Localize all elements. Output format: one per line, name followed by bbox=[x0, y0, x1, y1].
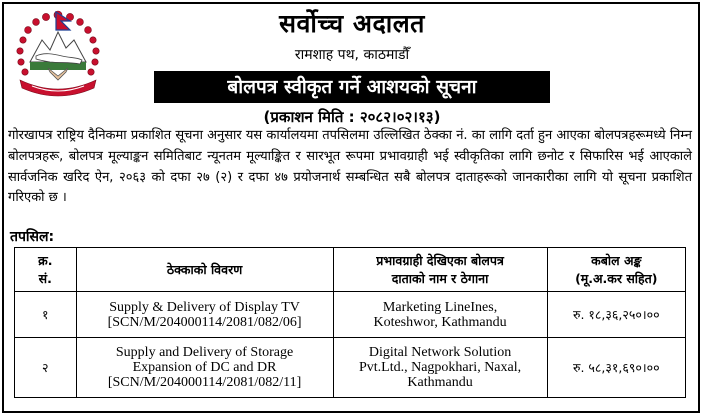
publication-date: (प्रकाशन मिति : २०८२।०२।१३) bbox=[263, 108, 441, 126]
notice-title-banner: बोलपत्र स्वीकृत गर्ने आशयको सूचना bbox=[154, 71, 550, 103]
schedule-label: तपसिल: bbox=[10, 229, 55, 245]
header-serial-line1: क्र. bbox=[38, 252, 53, 268]
table-row bbox=[15, 338, 686, 398]
notice-paragraph: गोरखापत्र राष्ट्रिय दैनिकमा प्रकाशित सूचना अनुसार यस कार्यालयमा तपसिलमा उल्लिखित ठेक्का नं. का लागि दर्ता हुन आएका बोलपत्रहरूमध्ये निम्न बोलपत्रहरू, बोलपत्र मूल्याङ्कन समितिबाट न्यूनतम मूल्याङ्कित र सारभूत रूपमा प्रभावग्राही भई स्वीकृतिका लागि छनोट र सिफारिस भई आएकाले सार्वजनिक खरिद ऐन, २०६३ को दफा २७ (२) र दफा ४७ प्रयोजनार्थ सम्बन्धित सबै बोलपत्र दाताहरूको जानकारीका लागि यो सूचना प्रकाशित गरिएको छ । bbox=[8, 128, 692, 206]
row-description-line1: Supply & Delivery of Display TV bbox=[109, 299, 300, 315]
row-bidder-line1: Marketing LineInes, bbox=[382, 299, 498, 315]
header-bidder-line2: दाताको नाम र ठेगाना bbox=[391, 270, 489, 286]
header-amount-line2: (मू.अ.कर सहित) bbox=[575, 270, 658, 286]
header-bidder-line1: प्रभावग्राही देखिएका बोलपत्र bbox=[376, 252, 504, 268]
row-bidder bbox=[333, 292, 547, 338]
header-amount-line1: कबोल अङ्क bbox=[591, 252, 642, 268]
row-bidder-line2: Pvt.Ltd., Nagpokhari, Naxal, bbox=[358, 360, 522, 375]
row-serial: १ bbox=[15, 292, 77, 338]
row-description-line2: [SCN/M/204000114/2081/082/06] bbox=[107, 314, 302, 330]
header-contract-description: ठेक्काको विवरण bbox=[76, 248, 333, 292]
header-serial-number bbox=[15, 248, 77, 292]
row-bidder-line2: Koteshwor, Kathmandu bbox=[373, 314, 507, 330]
row-description bbox=[76, 338, 333, 398]
header-bid-amount bbox=[547, 248, 685, 292]
header-bidder bbox=[333, 248, 547, 292]
row-description bbox=[76, 292, 333, 338]
table-row bbox=[15, 292, 686, 338]
row-bidder bbox=[333, 338, 547, 398]
row-description-line2: Expansion of DC and DR bbox=[132, 360, 277, 375]
row-serial: २ bbox=[15, 338, 77, 398]
table-header-row bbox=[15, 248, 686, 292]
row-description-line1: Supply and Delivery of Storage bbox=[115, 345, 294, 360]
row-description-line3: [SCN/M/204000114/2081/082/11] bbox=[107, 375, 302, 390]
row-bidder-line1: Digital Network Solution bbox=[368, 345, 512, 360]
row-amount: रु. १८,३६,२५०।०० bbox=[547, 292, 685, 338]
court-title: सर्वोच्च अदालत bbox=[279, 9, 425, 38]
court-address: रामशाह पथ, काठमाडौँ bbox=[294, 47, 410, 63]
row-bidder-line3: Kathmandu bbox=[407, 375, 473, 390]
tender-table bbox=[14, 247, 686, 398]
header-serial-line2: सं. bbox=[38, 270, 52, 286]
row-amount: रु. ५८,३१,६९०।०० bbox=[547, 338, 685, 398]
